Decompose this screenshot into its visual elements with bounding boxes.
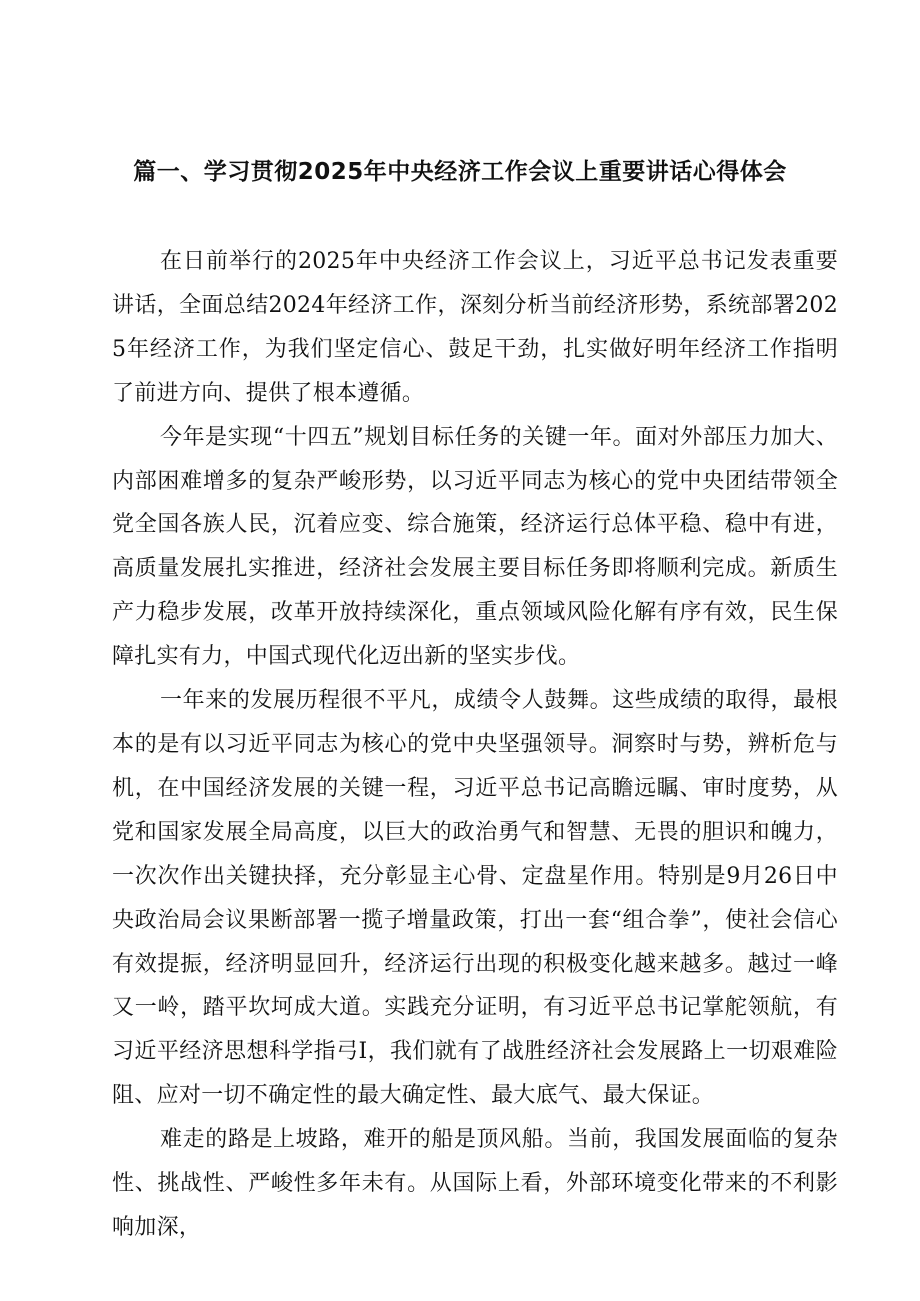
- paragraph-4: 难走的路是上坡路，难开的船是顶风船。当前，我国发展面临的复杂性、挑战性、严峻性多年未有。从国际上看，外部环境变化带来的不利影响加深，: [112, 1127, 838, 1240]
- document-title: 篇一、学习贯彻2025年中央经济工作会议上重要讲话心得体会: [133, 159, 787, 185]
- paragraph-2: 今年是实现“十四五”规划目标任务的关键一年。面对外部压力加大、内部困难增多的复杂严峻形势，以习近平同志为核心的党中央团结带领全党全国各族人民，沉着应变、综合施策，经济运行总体平稳、稳中有进，高质量发展扎实推进，经济社会发展主要目标任务即将顺利完成。新质生产力稳步发展，改革开放持续深化，重点领域风险化解有序有效，民生保障扎实有力，中国式现代化迈出新的坚实步伐。: [112, 424, 838, 670]
- document-body: [112, 240, 838, 1250]
- paragraph-1: 在日前举行的2025年中央经济工作会议上，习近平总书记发表重要讲话，全面总结2024年经济工作，深刻分析当前经济形势，系统部署2025年经济工作，为我们坚定信心、鼓足干劲，扎实做好明年经济工作指明了前进方向、提供了根本遵循。: [112, 249, 838, 406]
- paragraph-3: 一年来的发展历程很不平凡，成绩令人鼓舞。这些成绩的取得，最根本的是有以习近平同志为核心的党中央坚强领导。洞察时与势，辨析危与机，在中国经济发展的关键一程，习近平总书记高瞻远瞩、审时度势，从党和国家发展全局高度，以巨大的政治勇气和智慧、无畏的胆识和魄力，一次次作出关键抉择，充分彰显主心骨、定盘星作用。特别是9月26日中央政治局会议果断部署一揽子增量政策，打出一套“组合拳”，使社会信心有效提振，经济明显回升，经济运行出现的积极变化越来越多。越过一峰又一岭，踏平坎坷成大道。实践充分证明，有习近平总书记掌舵领航，有习近平经济思想科学指弓I，我们就有了战胜经济社会发展路上一切艰难险阻、应对一切不确定性的最大确定性、最大底气、最大保证。: [112, 688, 838, 1109]
